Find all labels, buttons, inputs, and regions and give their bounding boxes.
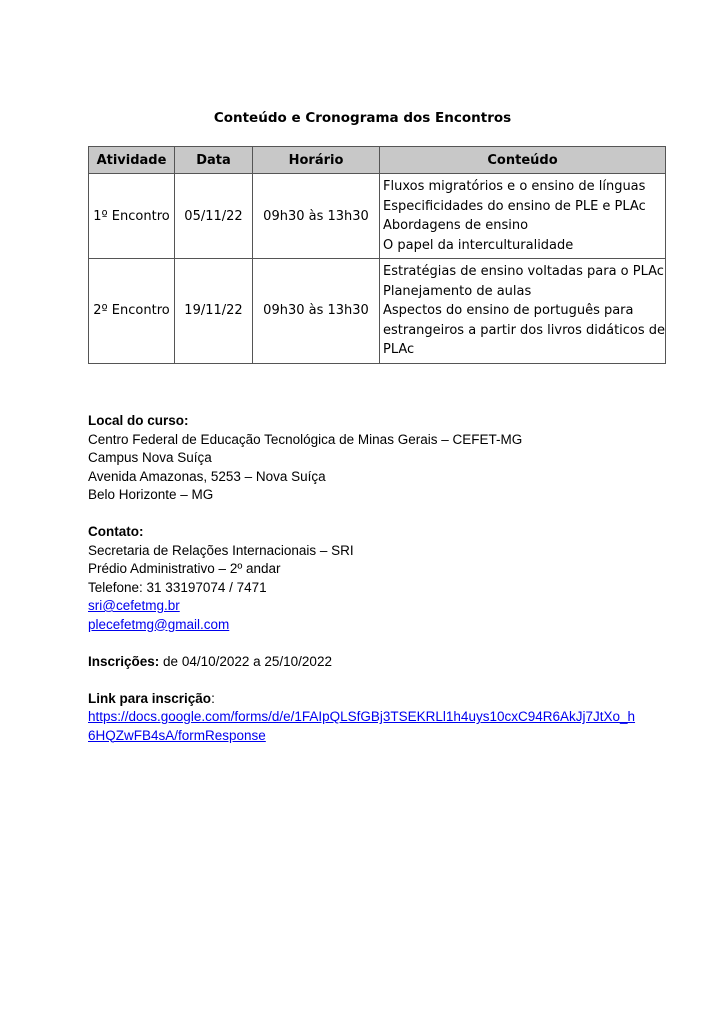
cell-conteudo [380, 174, 666, 259]
spacer [88, 505, 688, 524]
link-label: Link para inscrição [88, 690, 212, 706]
registration-link-line2[interactable]: 6HQZwFB4sA/formResponse [88, 727, 266, 743]
conteudo-line: Fluxos migratórios e o ensino de línguas [383, 179, 646, 194]
header-horario: Horário [253, 147, 380, 174]
course-info [88, 412, 688, 745]
header-atividade: Atividade [89, 147, 175, 174]
schedule-table [88, 146, 666, 364]
conteudo-line: PLAc [383, 342, 415, 357]
table-row [89, 174, 666, 259]
spacer [88, 671, 688, 690]
header-conteudo: Conteúdo [380, 147, 666, 174]
conteudo-line: O papel da interculturalidade [383, 237, 574, 253]
cell-atividade: 1º Encontro [89, 174, 175, 259]
local-line: Centro Federal de Educação Tecnológica de Minas Gerais – CEFET-MG [88, 431, 523, 447]
conteudo-line: Planejamento de aulas [383, 283, 532, 299]
cell-data: 05/11/22 [175, 174, 253, 259]
contato-line: Prédio Administrativo – 2º andar [88, 561, 281, 576]
local-line: Belo Horizonte – MG [88, 487, 214, 502]
contato-label: Contato: [88, 524, 144, 539]
local-label: Local do curso: [88, 413, 189, 428]
conteudo-line: Aspectos do ensino de português para [383, 303, 634, 318]
conteudo-line: estrangeiros a partir dos livros didáticos de [383, 322, 666, 338]
cell-horario: 09h30 às 13h30 [253, 174, 380, 259]
local-line: Campus Nova Suíça [88, 450, 212, 465]
conteudo-line: Estratégias de ensino voltadas para o PLAc [383, 264, 664, 279]
cell-atividade: 2º Encontro [89, 259, 175, 364]
contato-line: Telefone: 31 33197074 / 7471 [88, 579, 267, 595]
inscricoes-label: Inscrições: [88, 653, 160, 669]
page-title: Conteúdo e Cronograma dos Encontros [213, 110, 512, 126]
cell-horario: 09h30 às 13h30 [253, 259, 380, 364]
link-label-colon: : [211, 690, 215, 706]
email-link-plecefetmg[interactable]: plecefetmg@gmail.com [88, 616, 230, 632]
spacer [88, 634, 688, 653]
cell-data: 19/11/22 [175, 259, 253, 364]
local-line: Avenida Amazonas, 5253 – Nova Suíça [88, 468, 326, 484]
table-row [89, 259, 666, 364]
header-data: Data [175, 147, 253, 174]
cell-conteudo [380, 259, 666, 364]
contato-line: Secretaria de Relações Internacionais – SRI [88, 542, 354, 558]
inscricoes-value: de 04/10/2022 a 25/10/2022 [159, 653, 332, 669]
link-label-row [88, 690, 688, 709]
inscricoes-row [88, 653, 688, 672]
conteudo-line: Abordagens de ensino [383, 218, 529, 233]
table-header-row [89, 147, 666, 174]
registration-link-line1[interactable]: https://docs.google.com/forms/d/e/1FAIpQLSfGBj3TSEKRLl1h4uys10cxC94R6AkJj7JtXo_h [88, 709, 636, 724]
email-link-sri[interactable]: sri@cefetmg.br [88, 598, 180, 613]
conteudo-line: Especificidades do ensino de PLE e PLAc [383, 198, 646, 214]
